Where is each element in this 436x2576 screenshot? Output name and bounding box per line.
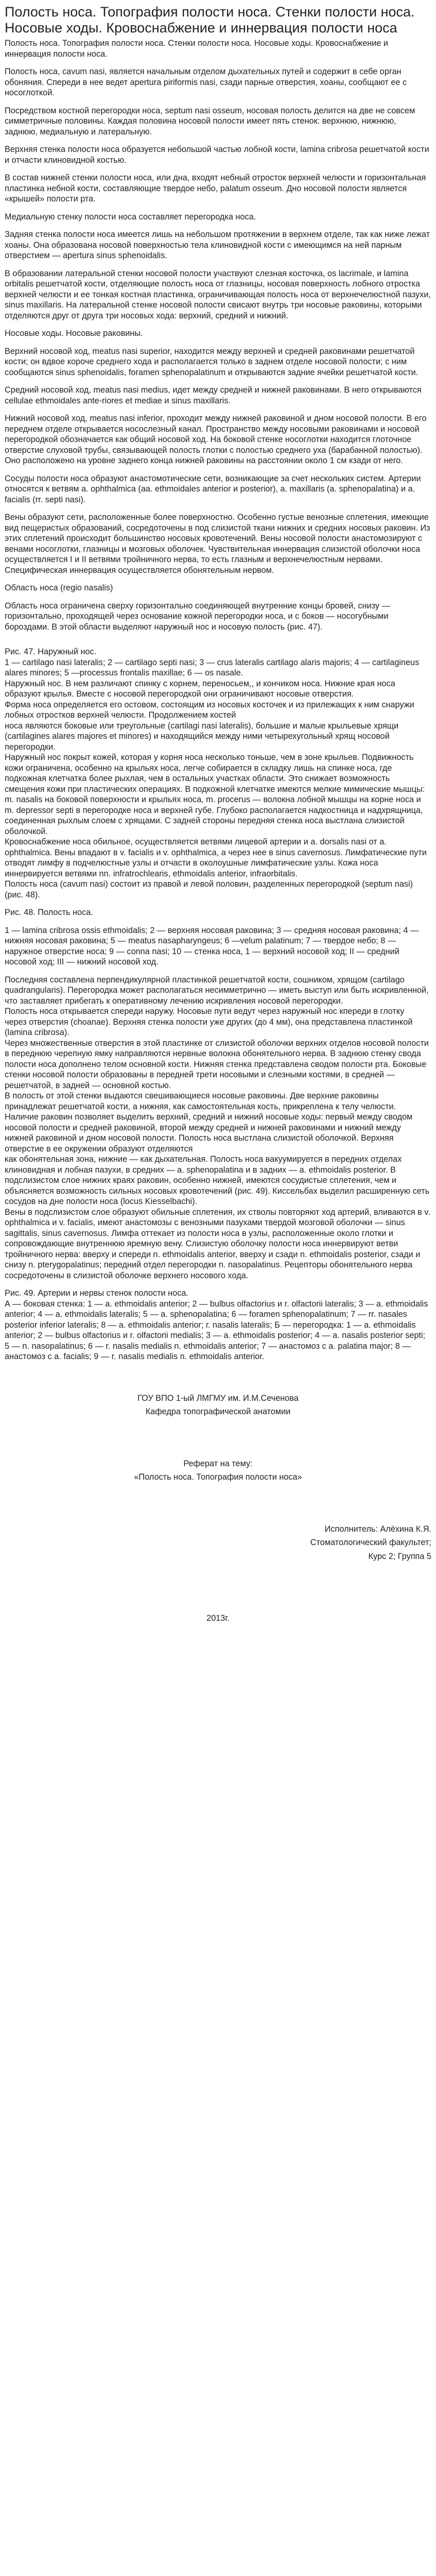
cavity-halves-paragraph: Полость носа (cavum nasi) состоит из правой и левой половин, разделенных перегородкой (septum nasi) (рис. 48). [5, 879, 413, 900]
vessels-paragraph: Сосуды полости носа образуют анастомотические сети, возникающие за счет нескольких систем. Артерии относятся к ветвям a. ophthalmica (aa. ethmoidales anterior и posterior), a. maxillaris (a. sphenopalatina) и a. facialis (rr. septi nasi). [5, 473, 421, 504]
institution-name: ГОУ ВПО 1-ый ЛМГМУ им. И.М.Сеченова [137, 1393, 299, 1403]
nose-form-paragraph: Форма носа определяется его остовом, состоящим из носовых косточек и из прилежащих к ним снаружи лобных отростков верхней челюсти. Продолжением костей [5, 700, 414, 720]
lower-meatus-paragraph: Нижний носовой ход, meatus nasi inferior, проходит между нижней раковиной и дном носовой полости. В его переднем отделе открывается носослезный канал. Пространство между носовыми раковинами и носовой перегородкой обозначается как общий носовой ход. На боковой стенке носоглотки находится глоточное отверстие слуховой трубы, связывающей полость глотки с полостью среднего уха (барабанной полостью). Оно расположено на уровне заднего конца нижней раковины на расстоянии около 1 см кзади от него. [5, 414, 427, 465]
skin-paragraph: Наружный нос покрыт кожей, которая у корня носа несколько тоньше, чем в зоне крыльев. Подвижность кожи ограничена, особенно на крыльях носа, легче собирается в складку лишь на спинке носа, где подкожная клетчатка более рыхлая, чем в остальных участках области. Это снижает возможность смещения кожи при пластических операциях. В подкожной клетчатке имеются мелкие мимические мышцы: m. nasalis на боковой поверхности и крыльях носа, m. procerus — волокна лобной мышцы на корне носа и m. depressor septi в перегородке носа и верхней губе. Глубоко располагается надкостница и надхрящница, соединенная рыхлым слоем с хрящами. С задней стороны передняя стенка носа выстлана слизистой оболочкой. [5, 753, 425, 836]
upper-meatus-paragraph: Верхний носовой ход, meatus nasi superior, находится между верхней и средней раковинами решетчатой кости; он вдвое короче среднего хода и располагается только в заднем отделе носовой полости; с ним сообщаются sinus sphenoidalis, foramen sphenopalatinum и открываются задние ячейки решетчатой кости. [5, 346, 418, 377]
conchae-paragraph: В полость от этой стенки выдаются свешивающиеся носовые раковины. Две верхние раковины принадлежат решетчатой кости, а нижняя, как самостоятельная кость, прикреплена к телу челюсти. Наличие раковин позволяет выделить верхний, средний и нижний носовые ходы: первый между сводом носовой полости и средней раковиной, второй между средней и нижней раковинами и нижний между нижней раковиной и дном носовой полости. Полость носа выстлана слизистой оболочкой. Верхняя отверстие в ее окружении образуют отделяются [5, 1091, 413, 1154]
executor-course: Курс 2; Группа 5 [368, 1551, 431, 1561]
figure-49-caption: Рис. 49. Артерии и нервы стенок полости носа. [5, 1289, 188, 1298]
upper-wall-paragraph: Верхняя стенка полости носа образуется небольшой частью лобной кости, lamina cribrosa решетчатой кости и отчасти клиновидной костью. [5, 145, 429, 165]
figure-49-caption-block [5, 1288, 431, 1362]
nasal-cavity-definition: Полость носа, cavum nasi, является начальным отделом дыхательных путей и содержит в себе орган обоняния. Спереди в нее ведет apertura piriformis nasi, сзади парные отверстия, хоаны, сообщают ее с носоглоткой. [5, 67, 407, 97]
middle-meatus-paragraph: Средний носовой ход, meatus nasi medius, идет между средней и нижней раковинами. В него открываются cellulae ethmoidales ante-riores et mediae и sinus maxillaris. [5, 385, 422, 405]
document-year: 2013г. [206, 1614, 230, 1623]
lateral-wall-paragraph: В образовании латеральной стенки носовой полости участвуют слезная косточка, os lacrimale, и lamina orbitalis решетчатой кости, отделяющие полость носа от глазницы, носовая поверхность лобного отростка верхней челюсти и ее тонкая костная пластинка, ограничивающая полость носа от верхнечелюстной пазухи, sinus maxillaris. На латеральной стенке носовой полости свисают внутрь три носовые раковины, которыми отделяются друг от друга три носовых хода: верхний, средний и нижний. [5, 268, 431, 320]
executor-block [5, 1524, 431, 1562]
olfactory-zone-paragraph: как обонятельная зона, нижние — как дыхательная. Полость носа вакуумируется в передних отделах клиновидная и лобная пазухи, в средних — a. sphenopalatina и в задних — a. ethmoidalis posterior. В подслизистом слое нижних краях раковин, особенно нижней, имеются сосудистые сплетения, чем и объясняется возможность сильных носовых кровотечений (рис. 49). Киссельбах выделил расширенную сеть сосудов на дне полости носа (locus Kiesselbachi). [5, 1155, 430, 1206]
report-topic: «Полость носа. Топография полости носа» [134, 1472, 302, 1482]
figure-48-caption: Рис. 48. Полость носа. [5, 908, 93, 917]
nasal-region-paragraph: Область носа ограничена сверху горизонтально соединяющей внутренние концы бровей, снизу — горизонтально, проходящей через основание кожной перегородки носа, и с боков — носогубными бороздами. В этой области выделяют наружный нос и носовую полость (рис. 47). [5, 601, 390, 632]
veins-paragraph: Вены образуют сети, расположенные более поверхностно. Особенно густые венозные сплетения, имеющие вид пещеристых образований, сосредоточены в под слизистой ткани нижних и средних носовых раковин. Из этих сплетений происходит большинство носовых кровотечений. Вены носовой полости анастомозируют с венами носоглотки, глазницы и мозговых оболочек. Чувствительная иннервация слизистой оболочки носа осуществляется I и II ветвями тройничного нерва, то есть глазным и верхнечелюстным нервами. Специфическая иннервация осуществляется обонятельным нервом. [5, 513, 430, 575]
executor-faculty: Стоматологический факультет; [310, 1538, 431, 1547]
figure-47-legend: 1 — cartilago nasi lateralis; 2 — cartilago septi nasi; 3 — crus lateralis cartilago alaris majoris; 4 — cartilagineus alares minores; 5 —processus frontalis maxillae; 6 — os nasale. [5, 657, 420, 677]
posterior-wall-paragraph: Задняя стенка полости носа имеется лишь на небольшом протяжении в верхнем отделе, так как ниже лежат хоаны. Она образована носовой поверхностью тела клиновидной кости с имеющимся на ней парным отверстием — apertura sinus sphenoidalis. [5, 230, 430, 260]
septum-paragraph: Посредством костной перегородки носа, septum nasi osseum, носовая полость делится на две не совсем симметричные половины. Каждая половина носовой полости имеет пять стенок: верхнюю, нижнюю, заднюю, медиальную и латеральную. [5, 106, 415, 137]
figure-47-caption: Рис. 47. Наружный нос. [5, 647, 97, 656]
intro-paragraph: Полость носа. Топография полости носа. Стенки полости носа. Носовые ходы. Кровоснабжение и иннервация полости носа. [5, 39, 389, 59]
year-block [5, 1613, 431, 1624]
cavity-opening-paragraph: Полость носа открывается спереди наружу. Носовые пути ведут через наружный нос кпереди в глотку [5, 1007, 405, 1016]
document-title: Полость носа. Топография полости носа. Стенки полости носа. Носовые ходы. Кровоснабжение и иннервация полости носа [5, 4, 415, 36]
department-name: Кафедра топографической анатомии [145, 1407, 291, 1416]
title-page-header [5, 1393, 431, 1417]
choanae-paragraph: через отверстия (choanae). Верхняя стенка полости уже других (до 4 мм), она представлена пластинкой (lamina cribrosa). [5, 1017, 413, 1037]
septum-detail-block [5, 975, 431, 1281]
executor-name: Исполнитель: Алёхина К.Я. [324, 1524, 431, 1534]
figure-47-caption-block [5, 647, 431, 900]
report-label: Реферат на тему: [183, 1459, 253, 1468]
external-nose-paragraph: Наружный нос. В нем различают спинку с корнем, переносьем,, и кончиком носа. Нижние края носа образуют крылья. Вместе с носовой перегородкой они ограничивают носовые отверстия. [5, 679, 395, 699]
section-heading-meatus: Носовые ходы. Носовые раковины. [5, 329, 143, 338]
figure-48-legend: 1 — lamina cribrosa ossis ethmoidalis; 2 — верхняя носовая раковина; 3 — средняя носовая раковина; 4 — нижняя носовая раковина; 5 — meatus nasapharyngeus; 6 —velum palatinum; 7 — твердое небо; 8 — наружное отверстие носа; 9 — conna nasi; 10 — стенка носа, 1 — верхний носовой ход; II — средний носовой ход; III — нижний носовой ход. [5, 925, 419, 967]
blood-supply-paragraph: Кровоснабжение носа обильное, осуществляется ветвями лицевой артерии и a. dorsalis nasi от a. ophthalmica. Вены впадают в v. facialis и v. ophthalmica, а через нее в sinus cavernosus. Лимфатические пути отводят лимфу в подчелюстные узлы и отчасти в околоушные лимфатические узлы. Кожа носа иннервируется ветвями nn. infratrochlearis, ethmoidalis anterior, infraorbitalis. [5, 837, 427, 878]
cartilage-paragraph: носа являются боковые или треугольные (cartilagi nasi lateralis), большие и малые крыльевые хрящи (cartilagines alares majores et minores) и находящийся между ними четырехугольный хрящ носовой перегородки. [5, 721, 399, 752]
olfactory-fibers-paragraph: Через множественные отверстия в этой пластинке от слизистой оболочки верхних отделов носовой полости в переднюю черепную ямку направляются нервные волокна обонятельного нерва. В заднюю стенку свода полости носа дополнено телом основной кости. Нижняя стенка представлена сводом полости рта. Боковые стенки носовой полости образованы в передней трети носовыми и слезными костями, в средней — решетчатой, в задней — основной костью. [5, 1038, 429, 1090]
lower-wall-paragraph: В состав нижней стенки полости носа, или дна, входят небный отросток верхней челюсти и горизонтальная пластинка небной кости, составляющие твердое небо, palatum osseum. Дно носовой полости является «крышей» полости рта. [5, 173, 426, 204]
medial-wall-paragraph: Медиальную стенку полости носа составляет перегородка носа. [5, 212, 256, 222]
figure-49-legend: А — боковая стенка: 1 — a. ethmoidalis anterior; 2 — bulbus olfactorius и r. olfactorii lateralis; 3 — a. ethmoidalis anterior; 4 — a. ethmoidalis lateralis; 5 — a. sphenopalatina; 6 — foramen sphenopalatinum; 7 — rr. nasales posterior inferior lateralis; 8 — a. ethmoidalis anterior; г. nasalis lateralis; Б — перегородка: 1 — a. ethmoidalis anterior; 2 — bulbus olfactorius и r. olfactorii medialis; 3 — a. ethmoidalis posterior; 4 — a. nasalis posterior septi; 5 — n. nasopalatinus; 6 — r. nasalis medialis n. ethmoidalis anterior; 7 — анастомоз с a. palatina major; 8 — анастомоз с a. facialis; 9 — r. nasalis medialis n. ethmoidalis anterior. [5, 1299, 428, 1361]
report-topic-block [5, 1459, 431, 1483]
septum-composition-paragraph: Последняя составлена перпендикулярной пластинкой решетчатой кости, сошником, хрящом (cartilago quadrangularis). Перегородка может располагаться несимметрично — иметь выступ или быть искривленной, что заставляет прибегать к оперативному лечению искривления носовой перегородки. [5, 975, 429, 1006]
venous-plexus-paragraph: Вены в подслизистом слое образуют обильные сплетения, их стволы повторяют ход артерий, вливаются в v. ophthalmica и v. facialis, имеют анастомозы с венозными пазухами твердой мозговой оболочки — sinus sagittalis, sinus cavernosus. Лимфа оттекает из полости носа в узлы, расположенные около глотки и сопровождающие внутреннюю яремную вену. Слизистую оболочку полости носа иннервируют ветви тройничного нерва: вверху и спереди n. ethmoidalis anterior, вверху и сзади n. ethmoidalis posterior, сзади и снизу n. pterygopalatinus; передний отдел перегородки n. nasopalatinus. Рецепторы обонятельного нерва сосредоточены в слизистой оболочке верхнего носового хода. [5, 1207, 430, 1280]
section-heading-nasal-region: Область носа (regio nasalis) [5, 583, 113, 592]
